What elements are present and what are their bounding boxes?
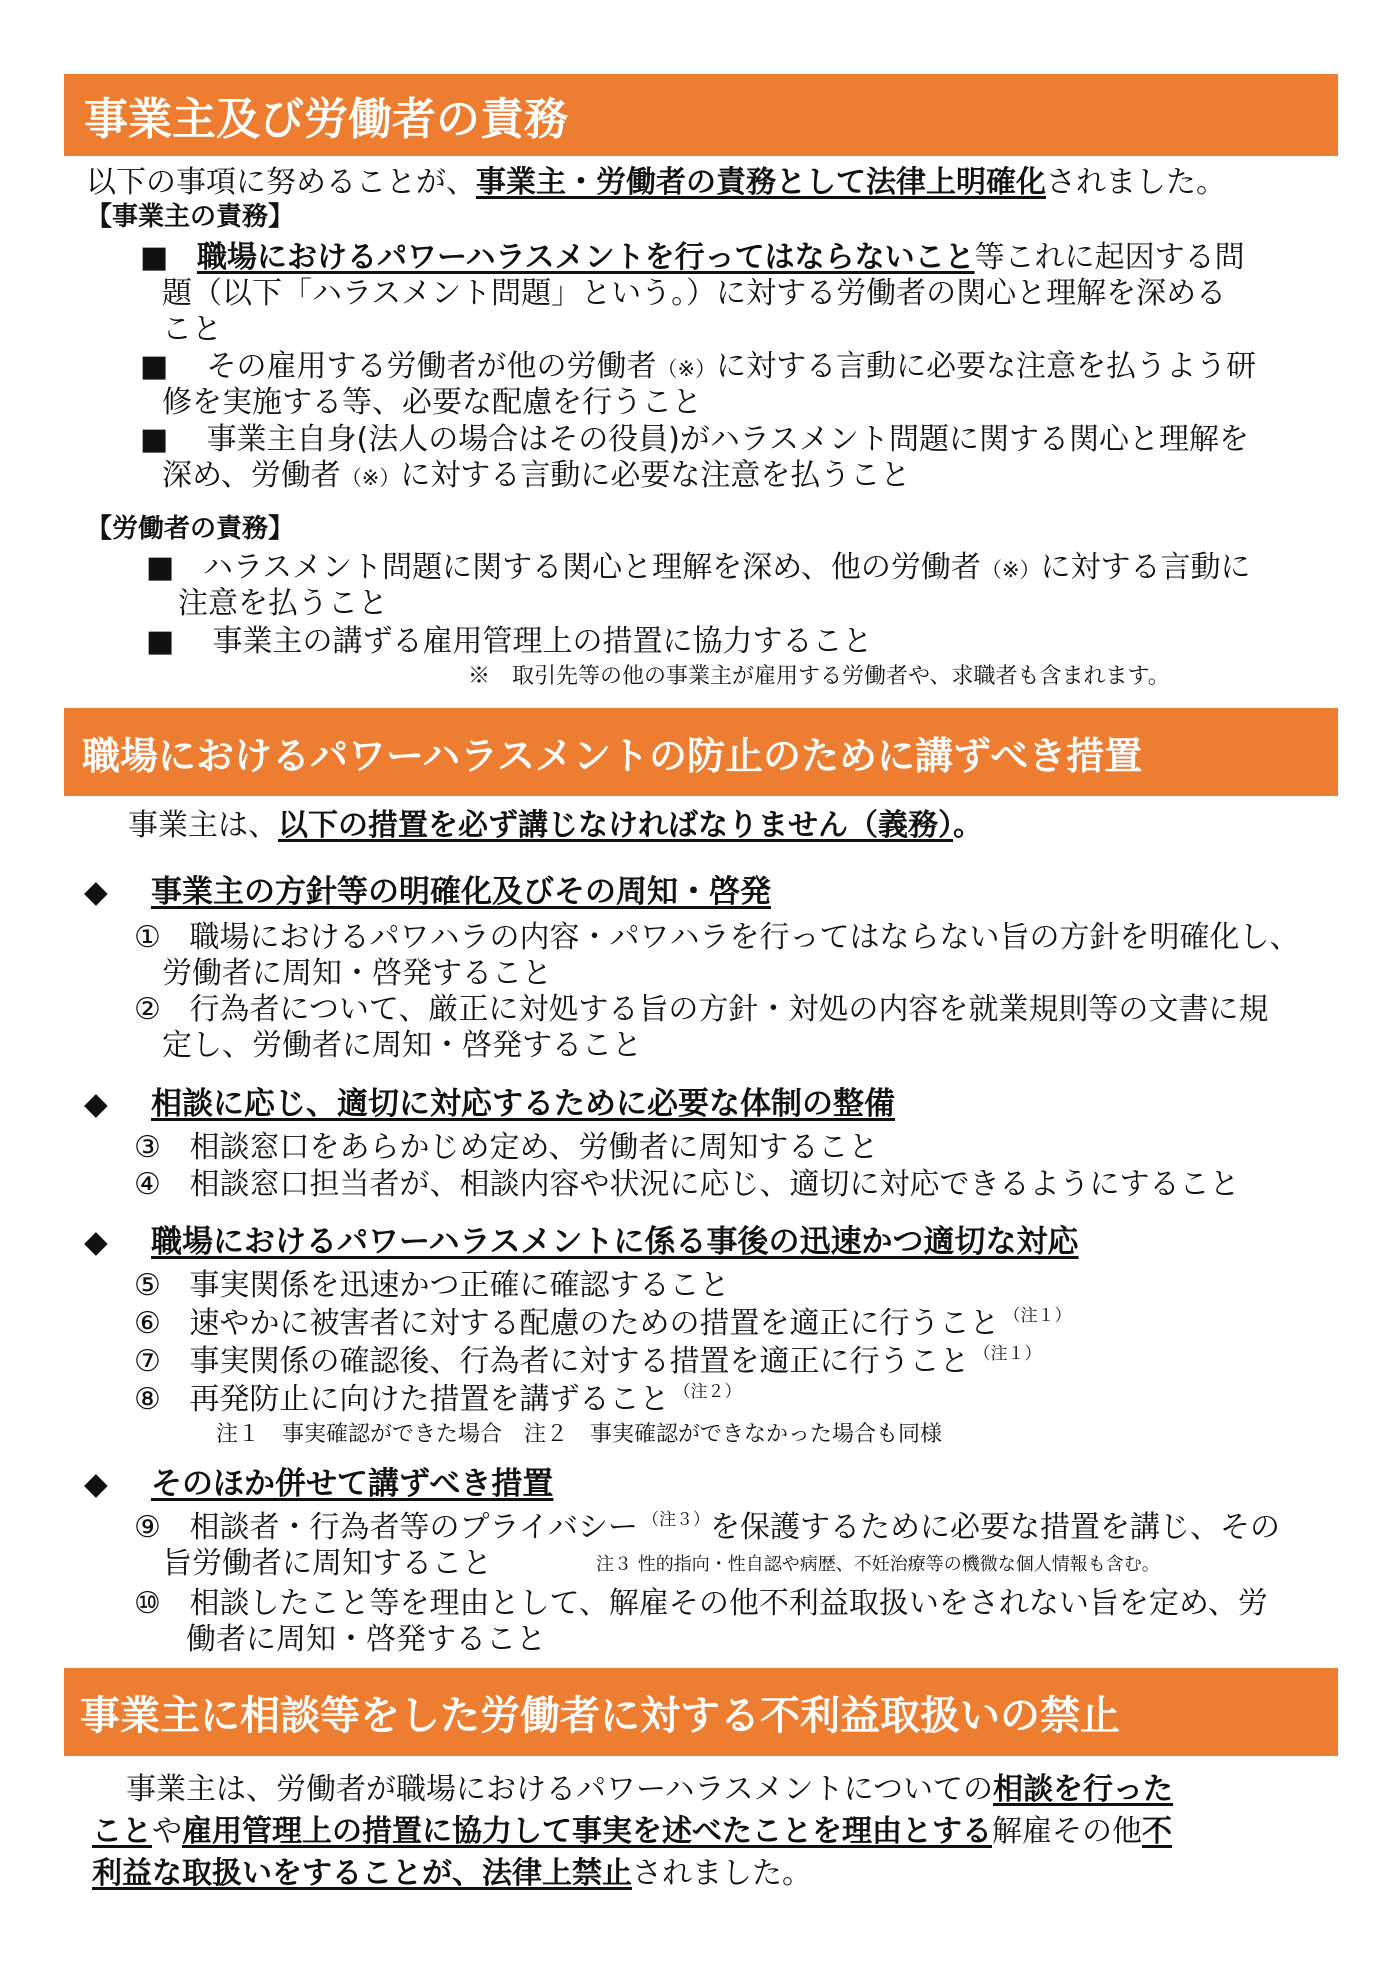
g4-note3: 注３ 性的指向・性自認や病歴、不妊治療等の機微な個人情報も含む。: [596, 1554, 1160, 1575]
g1-heading: ◆ 事業主の方針等の明確化及びその周知・啓発: [84, 874, 772, 910]
s2-intro: 事業主は、以下の措置を必ず講じなければなりません（義務）。: [128, 808, 983, 843]
section1-title: 事業主及び労働者の責務: [64, 74, 1338, 156]
employer-item-1-line2: 題（以下「ハラスメント問題」という。）に対する労働者の関心と理解を深める: [162, 276, 1227, 311]
worker-item-1-line2: 注意を払うこと: [178, 586, 388, 621]
worker-duty-heading: 【労働者の責務】: [86, 514, 295, 544]
g4-item-10-line2: 働者に周知・啓発すること: [186, 1622, 546, 1657]
worker-item-2: ■ 事業主の講ずる雇用管理上の措置に協力すること: [146, 624, 873, 659]
g4-item-9: ⑨ 相談者・行為者等のプライバシー $^{(注3)}$を保護するために必要な措置を講じ、その: [134, 1510, 1281, 1545]
g2-item-4: ④ 相談窓口担当者が、相談内容や状況に応じ、適切に対応できるようにすること: [134, 1167, 1240, 1202]
g3-item-8: ⑧ 再発防止に向けた措置を講ずること $^{(注2)}$: [134, 1382, 742, 1417]
section3-title: 事業主に相談等をした労働者に対する不利益取扱いの禁止: [64, 1668, 1338, 1756]
s3-line-1: 事業主は、労働者が職場におけるパワーハラスメントについての相談を行った: [126, 1772, 1173, 1807]
g2-heading: ◆ 相談に応じ、適切に対応するために必要な体制の整備: [84, 1086, 896, 1122]
employer-item-1-line3: こと: [162, 312, 222, 347]
worker-item-1: ■ ハラスメント問題に関する関心と理解を深め、他の労働者（※）に対する言動に: [146, 550, 1251, 585]
g4-item-9-line2: 旨労働者に周知すること: [162, 1546, 492, 1581]
s1-intro: 以下の事項に努めることが、事業主・労働者の責務として法律上明確化されました。: [86, 165, 1226, 200]
g3-item-7: ⑦ 事実関係の確認後、行為者に対する措置を適正に行うこと $^{(注1)}$: [134, 1344, 1042, 1379]
g4-item-10: ⑩ 相談したこと等を理由として、解雇その他不利益取扱いをされない旨を定め、労: [134, 1586, 1268, 1621]
employer-duty-heading: 【事業主の責務】: [86, 202, 295, 232]
g3-item-5: ⑤ 事実関係を迅速かつ正確に確認すること: [134, 1268, 730, 1303]
g4-heading: ◆ そのほか併せて講ずべき措置: [84, 1466, 554, 1502]
g1-item-1: ① 職場におけるパワハラの内容・パワハラを行ってはならない旨の方針を明確化し、: [134, 920, 1300, 955]
s1-footnote: ※ 取引先等の他の事業主が雇用する労働者や、求職者も含まれます。: [468, 664, 1170, 689]
g3-note: 注１ 事実確認ができた場合 注２ 事実確認ができなかった場合も同様: [216, 1422, 943, 1447]
employer-item-1: ■ 職場におけるパワーハラスメントを行ってはならないこと等これに起因する問: [140, 240, 1245, 275]
g3-heading: ◆ 職場におけるパワーハラスメントに係る事後の迅速かつ適切な対応: [84, 1224, 1079, 1260]
employer-item-3: ■ 事業主自身(法人の場合はその役員)がハラスメント問題に関する関心と理解を: [140, 422, 1250, 457]
section2-title: 職場におけるパワーハラスメントの防止のために講ずべき措置: [64, 708, 1338, 796]
employer-item-2-line2: 修を実施する等、必要な配慮を行うこと: [162, 385, 702, 420]
s3-line-3: 利益な取扱いをすることが、法律上禁止されました。: [92, 1856, 812, 1891]
g1-item-2: ② 行為者について、厳正に対処する旨の方針・対処の内容を就業規則等の文書に規: [134, 992, 1269, 1027]
employer-item-2: ■ その雇用する労働者が他の労働者（※）に対する言動に必要な注意を払うよう研: [140, 349, 1257, 384]
g2-item-3: ③ 相談窓口をあらかじめ定め、労働者に周知すること: [134, 1130, 879, 1165]
g1-item-2-line2: 定し、労働者に周知・啓発すること: [162, 1028, 642, 1063]
s3-line-2: ことや雇用管理上の措置に協力して事実を述べたことを理由とする解雇その他不: [92, 1814, 1172, 1849]
employer-item-3-line2: 深め、労働者（※）に対する言動に必要な注意を払うこと: [162, 458, 911, 493]
g3-item-6: ⑥ 速やかに被害者に対する配慮のための措置を適正に行うこと $^{(注1)}$: [134, 1306, 1072, 1341]
g1-item-1-line2: 労働者に周知・啓発すること: [162, 956, 552, 991]
